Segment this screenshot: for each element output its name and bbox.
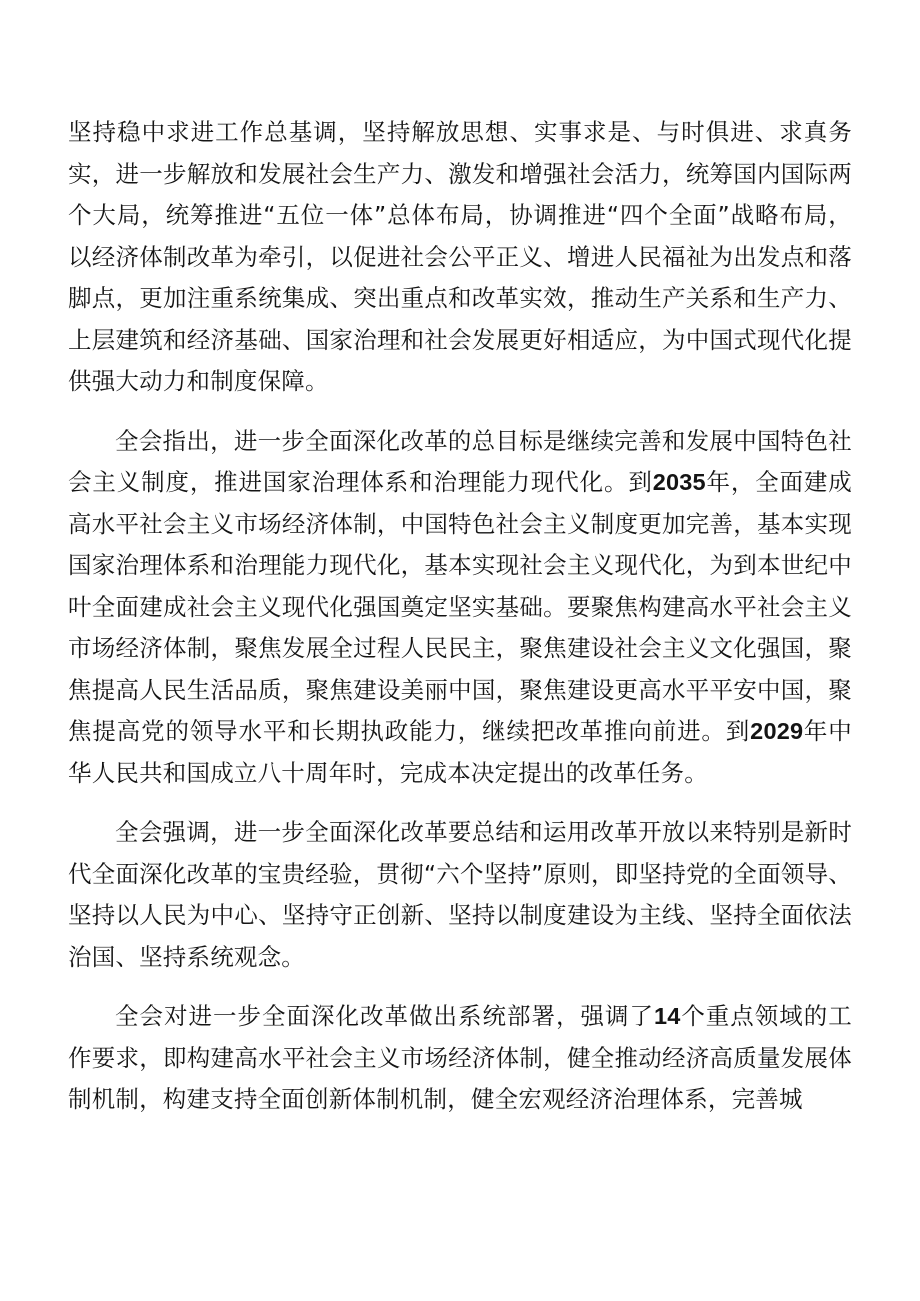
year-2035: 2035 xyxy=(652,469,706,495)
paragraph-1 xyxy=(68,112,852,403)
paragraph-3 xyxy=(68,812,852,978)
document-body xyxy=(68,112,852,1139)
year-2029: 2029 xyxy=(750,718,804,744)
paragraph-4-text-b: 个重点领域的工作要求，即构建高水平社会主义市场经济体制，健全推动经济高质量发展体制机制，构建支持全面创新体制机制，健全宏观经济治理体系，完善城 xyxy=(68,1002,853,1113)
paragraph-3-text: 全会强调，进一步全面深化改革要总结和运用改革开放以来特别是新时代全面深化改革的宝贵经验，贯彻“六个坚持”原则，即坚持党的全面领导、坚持以人民为中心、坚持守正创新、坚持以制度建设为主线、坚持全面依法治国、坚持系统观念。 xyxy=(68,818,852,971)
paragraph-2 xyxy=(68,421,852,795)
key-areas-count: 14 xyxy=(653,1003,681,1029)
paragraph-4-text-a: 全会对进一步全面深化改革做出系统部署，强调了 xyxy=(115,1002,654,1030)
paragraph-2-text-b: 年，全面建成高水平社会主义市场经济体制，中国特色社会主义制度更加完善，基本实现国家治理体系和治理能力现代化，基本实现社会主义现代化，为到本世纪中叶全面建成社会主义现代化强国奠定坚实基础。要聚焦构建高水平社会主义市场经济体制，聚焦发展全过程人民民主，聚焦建设社会主义文化强国，聚焦提高人民生活品质，聚焦建设美丽中国，聚焦建设更高水平平安中国，聚焦提高党的领导水平和长期执政能力，继续把改革推向前进。到 xyxy=(68,468,852,745)
paragraph-2-text-a: 全会指出，进一步全面深化改革的总目标是继续完善和发展中国特色社会主义制度，推进国家治理体系和治理能力现代化。到 xyxy=(68,426,852,496)
paragraph-4 xyxy=(68,996,852,1121)
paragraph-2-text-c: 年中华人民共和国成立八十周年时，完成本决定提出的改革任务。 xyxy=(68,717,852,787)
paragraph-1-text: 坚持稳中求进工作总基调，坚持解放思想、实事求是、与时俱进、求真务实，进一步解放和发展社会生产力、激发和增强社会活力，统筹国内国际两个大局，统筹推进“五位一体”总体布局，协调推进“四个全面”战略布局，以经济体制改革为牵引，以促进社会公平正义、增进人民福祉为出发点和落脚点，更加注重系统集成、突出重点和改革实效，推动生产关系和生产力、上层建筑和经济基础、国家治理和社会发展更好相适应，为中国式现代化提供强大动力和制度保障。 xyxy=(68,118,852,395)
